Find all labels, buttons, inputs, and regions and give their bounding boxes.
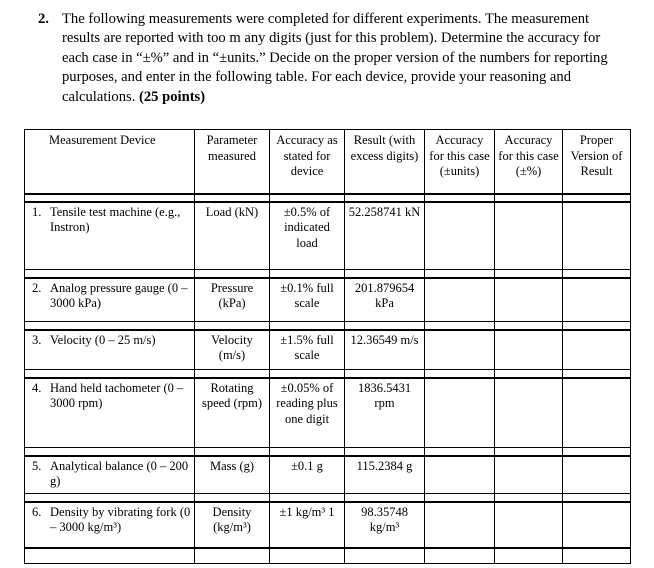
parameter-cell (195, 378, 270, 448)
row-number: 5. (32, 458, 42, 473)
result-cell-text: 52.258741 kN (348, 204, 421, 219)
accuracy-stated-cell-text: ±1 kg/m³ 1 (279, 504, 335, 519)
table-row (25, 202, 631, 270)
parameter-cell-text: Pressure (kPa) (210, 280, 254, 310)
accuracy-percent-cell (495, 202, 563, 270)
proper-version-cell (563, 278, 631, 322)
device-name: Tensile test machine (e.g., Instron) (50, 204, 181, 234)
header-accuracy-units: Accuracy for this case (±units) (425, 130, 495, 194)
header-accuracy-percent: Accuracy for this case (±%) (495, 130, 563, 194)
parameter-cell (195, 278, 270, 322)
accuracy-percent-cell (495, 278, 563, 322)
device-name: Velocity (0 – 25 m/s) (50, 332, 156, 347)
device-cell (25, 456, 195, 494)
accuracy-stated-cell (270, 502, 345, 548)
problem-points: (25 points) (139, 88, 206, 105)
result-cell (345, 330, 425, 370)
row-number: 2. (32, 280, 42, 295)
table-row (25, 456, 631, 494)
row-number: 3. (32, 332, 42, 347)
parameter-cell-text: Density (kg/m³) (212, 504, 252, 534)
result-cell (345, 278, 425, 322)
accuracy-stated-cell-text: ±1.5% full scale (280, 332, 334, 362)
table-spacer-row (25, 322, 631, 330)
row-number: 6. (32, 504, 42, 519)
accuracy-stated-cell-text: ±0.05% of reading plus one digit (276, 380, 338, 426)
header-proper-version: Proper Version of Result (563, 130, 631, 194)
parameter-cell (195, 502, 270, 548)
accuracy-percent-cell (495, 502, 563, 548)
parameter-cell-text: Mass (g) (209, 458, 255, 473)
header-parameter-measured: Parameter measured (195, 130, 270, 194)
table-spacer-row (25, 370, 631, 378)
device-cell (25, 502, 195, 548)
table-row (25, 378, 631, 448)
accuracy-units-cell (425, 502, 495, 548)
device-name: Analog pressure gauge (0 – 3000 kPa) (50, 280, 188, 310)
table-spacer-row (25, 494, 631, 502)
table-row (25, 502, 631, 548)
accuracy-stated-cell (270, 456, 345, 494)
accuracy-stated-cell (270, 378, 345, 448)
device-cell (25, 202, 195, 270)
accuracy-stated-cell-text: ±0.5% of indicated load (283, 204, 331, 250)
row-number: 1. (32, 204, 42, 219)
table-body (25, 202, 631, 564)
accuracy-units-cell (425, 202, 495, 270)
accuracy-units-cell (425, 330, 495, 370)
result-cell (345, 378, 425, 448)
problem-number: 2. (38, 11, 49, 27)
proper-version-cell (563, 378, 631, 448)
header-accuracy-stated: Accuracy as stated for device (270, 130, 345, 194)
proper-version-cell (563, 502, 631, 548)
device-cell (25, 330, 195, 370)
result-cell-text: 115.2384 g (356, 458, 413, 473)
proper-version-cell (563, 202, 631, 270)
parameter-cell-text: Rotating speed (rpm) (201, 380, 263, 410)
result-cell-text: 1836.5431 rpm (357, 380, 412, 410)
table-row (25, 330, 631, 370)
parameter-cell-text: Velocity (m/s) (211, 332, 253, 362)
row-number: 4. (32, 380, 42, 395)
accuracy-stated-cell (270, 202, 345, 270)
parameter-cell (195, 456, 270, 494)
accuracy-units-cell (425, 456, 495, 494)
device-cell (25, 278, 195, 322)
problem-statement (38, 10, 628, 107)
table-spacer-row (25, 270, 631, 278)
result-cell-text: 12.36549 m/s (350, 332, 419, 347)
accuracy-stated-cell-text: ±0.1% full scale (280, 280, 334, 310)
table-header-row (25, 130, 631, 194)
proper-version-cell (563, 330, 631, 370)
accuracy-units-cell (425, 378, 495, 448)
result-cell (345, 202, 425, 270)
accuracy-stated-cell-text: ±0.1 g (291, 458, 323, 473)
result-cell (345, 502, 425, 548)
result-cell-text: 201.879654 kPa (354, 280, 415, 310)
problem-text: The following measurements were completed for different experiments. The measurement results are reported with too m any digits (just for this problem). Determine the accuracy for each case in “±%” and in “±units.” Decide on the proper version of the numbers for reporting purposes, and enter in the following table. For each device, provide your reasoning and calculations. (62, 11, 608, 105)
accuracy-percent-cell (495, 330, 563, 370)
accuracy-percent-cell (495, 456, 563, 494)
accuracy-percent-cell (495, 378, 563, 448)
table-blank-row (25, 548, 631, 564)
measurement-table (24, 129, 631, 564)
table-spacer-row (25, 448, 631, 456)
accuracy-units-cell (425, 278, 495, 322)
result-cell (345, 456, 425, 494)
proper-version-cell (563, 456, 631, 494)
accuracy-stated-cell (270, 278, 345, 322)
header-result: Result (with excess digits) (345, 130, 425, 194)
parameter-cell (195, 330, 270, 370)
parameter-cell-text: Load (kN) (205, 204, 259, 219)
parameter-cell (195, 202, 270, 270)
table-spacer-row (25, 194, 631, 202)
device-cell (25, 378, 195, 448)
header-measurement-device: Measurement Device (25, 130, 195, 194)
problem-text-block (62, 10, 628, 107)
table-row (25, 278, 631, 322)
device-name: Analytical balance (0 – 200 g) (50, 458, 189, 488)
device-name: Density by vibrating fork (0 – 3000 kg/m³) (50, 504, 191, 534)
result-cell-text: 98.35748 kg/m³ (361, 504, 408, 534)
device-name: Hand held tachometer (0 – 3000 rpm) (50, 380, 184, 410)
accuracy-stated-cell (270, 330, 345, 370)
